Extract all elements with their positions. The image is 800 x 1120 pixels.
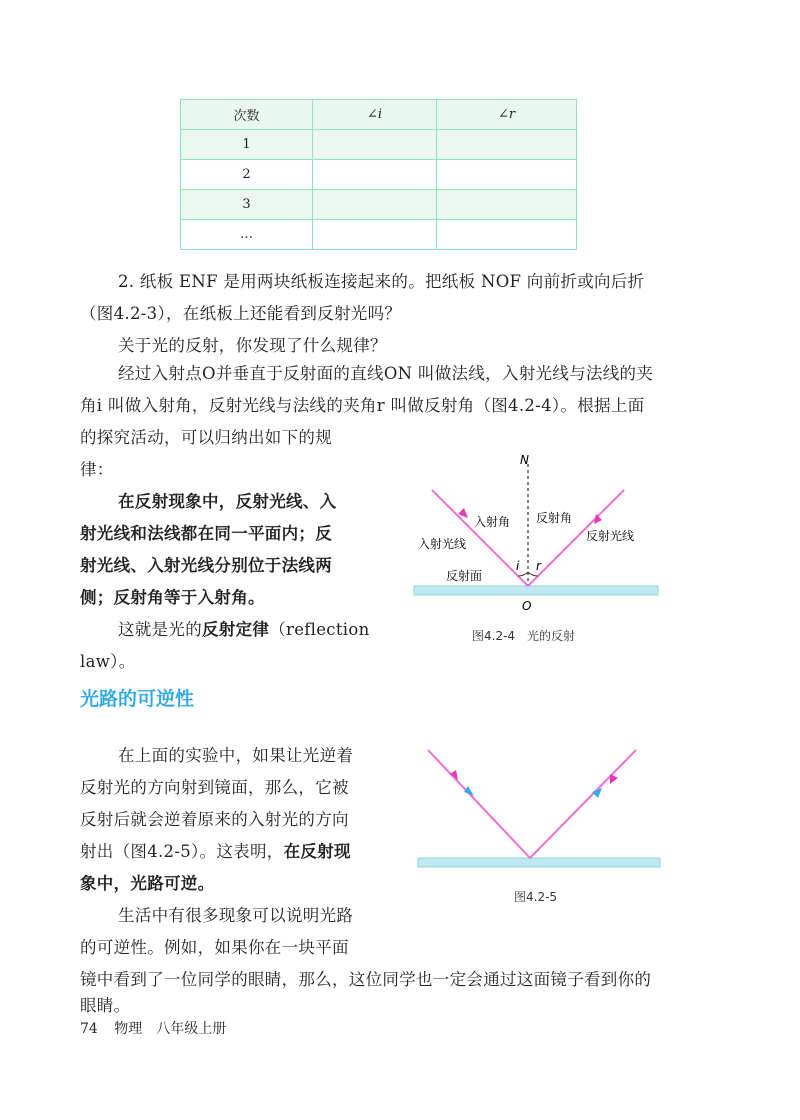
page-number: 74 [80, 1021, 98, 1037]
label-incident-ray: 入射光线 [418, 537, 467, 551]
cell-empty [313, 190, 437, 220]
header-angle-r: ∠r [437, 100, 577, 130]
label-n: N [520, 453, 529, 467]
law-line1: 在反射现象中，反射光线、入 [118, 492, 337, 511]
record-table [180, 99, 577, 250]
label-o: O [522, 599, 532, 613]
header-angle-i: ∠i [313, 100, 437, 130]
cell-empty [313, 160, 437, 190]
row-number: 3 [181, 190, 313, 220]
reversibility-line5: 象中，光路可逆。 [80, 874, 215, 893]
mirror-surface [418, 858, 660, 867]
law-term: 反射定律 [202, 620, 270, 639]
law-line4: 侧；反射角等于入射角。 [80, 588, 265, 607]
label-i: i [516, 559, 520, 573]
header-count: 次数 [181, 100, 313, 130]
cell-empty [437, 220, 577, 250]
cell-empty [437, 130, 577, 160]
row-number: 1 [181, 130, 313, 160]
table-header-row [181, 100, 577, 130]
book-title: 物理 八年级上册 [114, 1021, 227, 1037]
right-magenta-arrow-icon [610, 774, 618, 784]
row-number: … [181, 220, 313, 250]
reversibility-line4-bold: 在反射现 [283, 842, 351, 861]
reversibility-line2: 反射光的方向射到镜面，那么，它被 [80, 778, 349, 797]
row-number: 2 [181, 160, 313, 190]
cell-empty [313, 130, 437, 160]
table-row [181, 160, 577, 190]
reversibility-line4-pre: 射出（图4.2-5）。这表明， [80, 842, 284, 861]
cell-empty [437, 190, 577, 220]
label-reflect-angle: 反射角 [536, 511, 573, 525]
reversibility-line1: 在上面的实验中，如果让光逆着 [118, 746, 354, 765]
table-row [181, 220, 577, 250]
label-reflect-ray: 反射光线 [586, 529, 635, 543]
reversibility-line7: 的可逆性。例如，如果你在一块平面 [80, 938, 349, 957]
definition-line2: 角i 叫做入射角，反射光线与法线的夹角r 叫做反射角（图4.2-4）。根据上面 [80, 396, 645, 415]
reversibility-line6: 生活中有很多现象可以说明光路 [118, 906, 354, 925]
figure-reversible [414, 740, 664, 870]
law-line5-post: （reflection [269, 620, 370, 639]
mirror-surface [414, 586, 658, 595]
law-line3: 射光线、入射光线分别位于法线两 [80, 556, 332, 575]
law-line5-pre: 这就是光的 [118, 620, 202, 639]
q2-line3: 关于光的反射，你发现了什么规律？ [118, 336, 387, 355]
left-ray [428, 750, 530, 858]
definition-line3: 的探究活动，可以归纳出如下的规 [80, 428, 332, 447]
cell-empty [313, 220, 437, 250]
reversibility-line4 [80, 836, 351, 868]
law-line2: 射光线和法线都在同一平面内；反 [80, 524, 332, 543]
label-incident-angle: 入射角 [474, 515, 511, 529]
q2-line1: 2. 纸板 ENF 是用两块纸板连接起来的。把纸板 NOF 向前折或向后折 [118, 272, 645, 291]
definition-line4: 律： [80, 460, 114, 479]
label-r: r [536, 559, 541, 573]
cell-empty [437, 160, 577, 190]
incident-angle-arc [518, 572, 528, 576]
table-row [181, 190, 577, 220]
reversibility-line3: 反射后就会逆着原来的入射光的方向 [80, 810, 349, 829]
q2-line2: （图4.2-3），在纸板上还能看到反射光吗？ [80, 304, 402, 323]
section-title: 光路的可逆性 [80, 688, 195, 710]
law-line6-text: law）。 [80, 652, 136, 671]
figure-424-caption: 图4.2-4 光的反射 [472, 629, 576, 643]
reversibility-line9: 眼睛。 [80, 996, 131, 1015]
definition-line1: 经过入射点O并垂直于反射面的直线ON 叫做法线，入射光线与法线的夹 [118, 364, 654, 383]
law-line5 [118, 614, 370, 646]
right-ray [530, 750, 636, 858]
figure-425-caption: 图4.2-5 [514, 890, 558, 904]
label-surface: 反射面 [446, 569, 483, 583]
table-row [181, 130, 577, 160]
reversibility-line8: 镜中看到了一位同学的眼睛，那么，这位同学也一定会通过这面镜子看到你的 [80, 970, 652, 989]
